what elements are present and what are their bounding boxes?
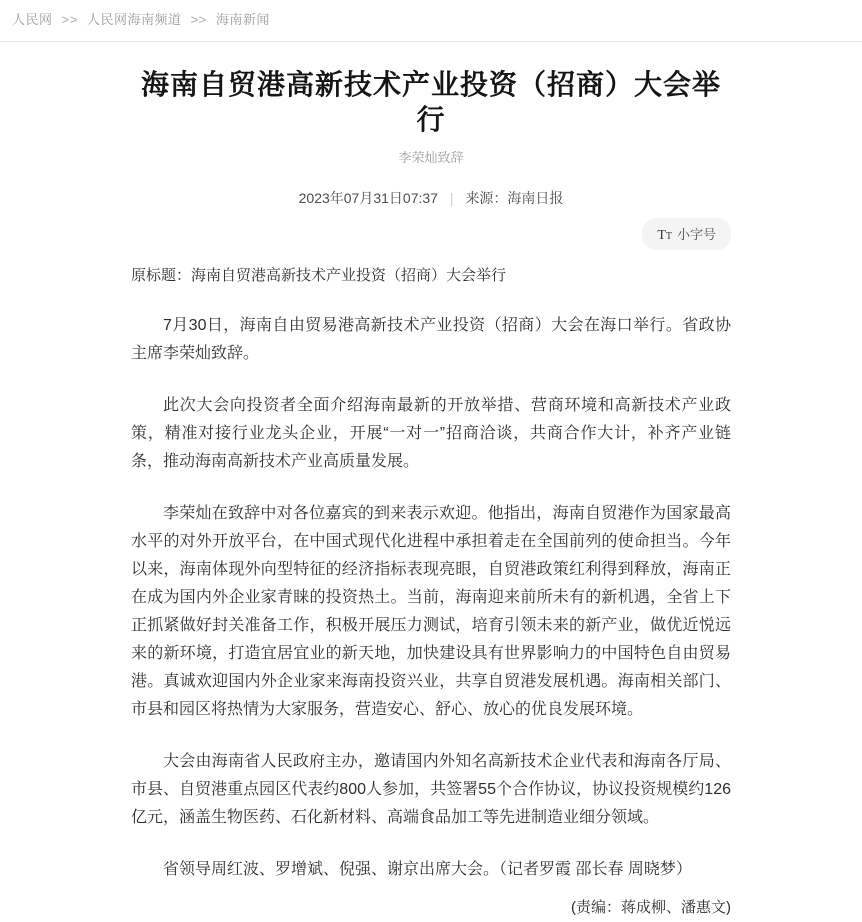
breadcrumb-separator: >> <box>190 12 207 27</box>
paragraph: 大会由海南省人民政府主办，邀请国内外知名高新技术企业代表和海南各厅局、市县、自贸港重点园区代表约800人参加，共签署55个合作协议，协议投资规模约126亿元，涵盖生物医药、石化新材料、高端食品加工等先进制造业细分领域。 <box>131 753 731 826</box>
breadcrumb-link-people-net[interactable]: 人民网 <box>12 12 53 27</box>
breadcrumb <box>0 0 862 36</box>
page-title: 海南自贸港高新技术产业投资（招商）大会举行 <box>140 69 721 135</box>
font-size-button[interactable] <box>642 218 731 250</box>
paragraph: 此次大会向投资者全面介绍海南最新的开放举措、营商环境和高新技术产业政策，精准对接行业龙头企业，开展“一对一”招商洽谈，共商合作大计，补齐产业链条，推动海南高新技术产业高质量发展。 <box>131 397 731 470</box>
article-toolbar <box>131 218 731 250</box>
paragraph: 省领导周红波、罗增斌、倪强、谢京出席大会。（记者罗霞 邵长春 周晓梦） <box>163 861 692 878</box>
editor-credit: (责编：蒋成柳、潘惠文) <box>571 899 731 916</box>
article <box>131 67 731 922</box>
article-meta <box>131 188 731 208</box>
paragraph: 李荣灿在致辞中对各位嘉宾的到来表示欢迎。他指出，海南自贸港作为国家最高水平的对外开放平台，在中国式现代化进程中承担着走在全国前列的使命担当。今年以来，海南体现外向型特征的经济指标表现亮眼，自贸港政策红利得到释放，海南正在成为国内外企业家青睐的投资热土。当前，海南迎来前所未有的新机遇，全省上下正抓紧做好封关准备工作，积极开展压力测试，培育引领未来的新产业，做优近悦远来的新环境，打造宜居宜业的新天地，加快建设具有世界影响力的中国特色自由贸易港。真诚欢迎国内外企业家来海南投资兴业，共享自贸港发展机遇。海南相关部门、市县和园区将热情为大家服务，营造安心、舒心、放心的优良发展环境。 <box>131 505 731 718</box>
breadcrumb-separator: >> <box>61 12 78 27</box>
header-divider <box>0 41 862 42</box>
font-size-button-label: 小字号 <box>676 227 716 242</box>
article-body <box>131 264 731 922</box>
source-link[interactable]: 海南日报 <box>507 190 564 206</box>
breadcrumb-link-hainan-channel[interactable]: 人民网海南频道 <box>86 12 182 27</box>
paragraph: 7月30日，海南自由贸易港高新技术产业投资（招商）大会在海口举行。省政协主席李荣灿致辞。 <box>131 317 731 362</box>
article-subtitle: 李荣灿致辞 <box>398 150 464 165</box>
original-title-line: 原标题：海南自贸港高新技术产业投资（招商）大会举行 <box>131 267 507 284</box>
font-size-icon: TT <box>657 228 672 243</box>
publish-date: 2023年07月31日07:37 <box>298 190 438 206</box>
breadcrumb-link-hainan-news[interactable]: 海南新闻 <box>215 12 270 27</box>
source-label: 来源： <box>465 190 508 206</box>
meta-separator: | <box>449 190 454 206</box>
